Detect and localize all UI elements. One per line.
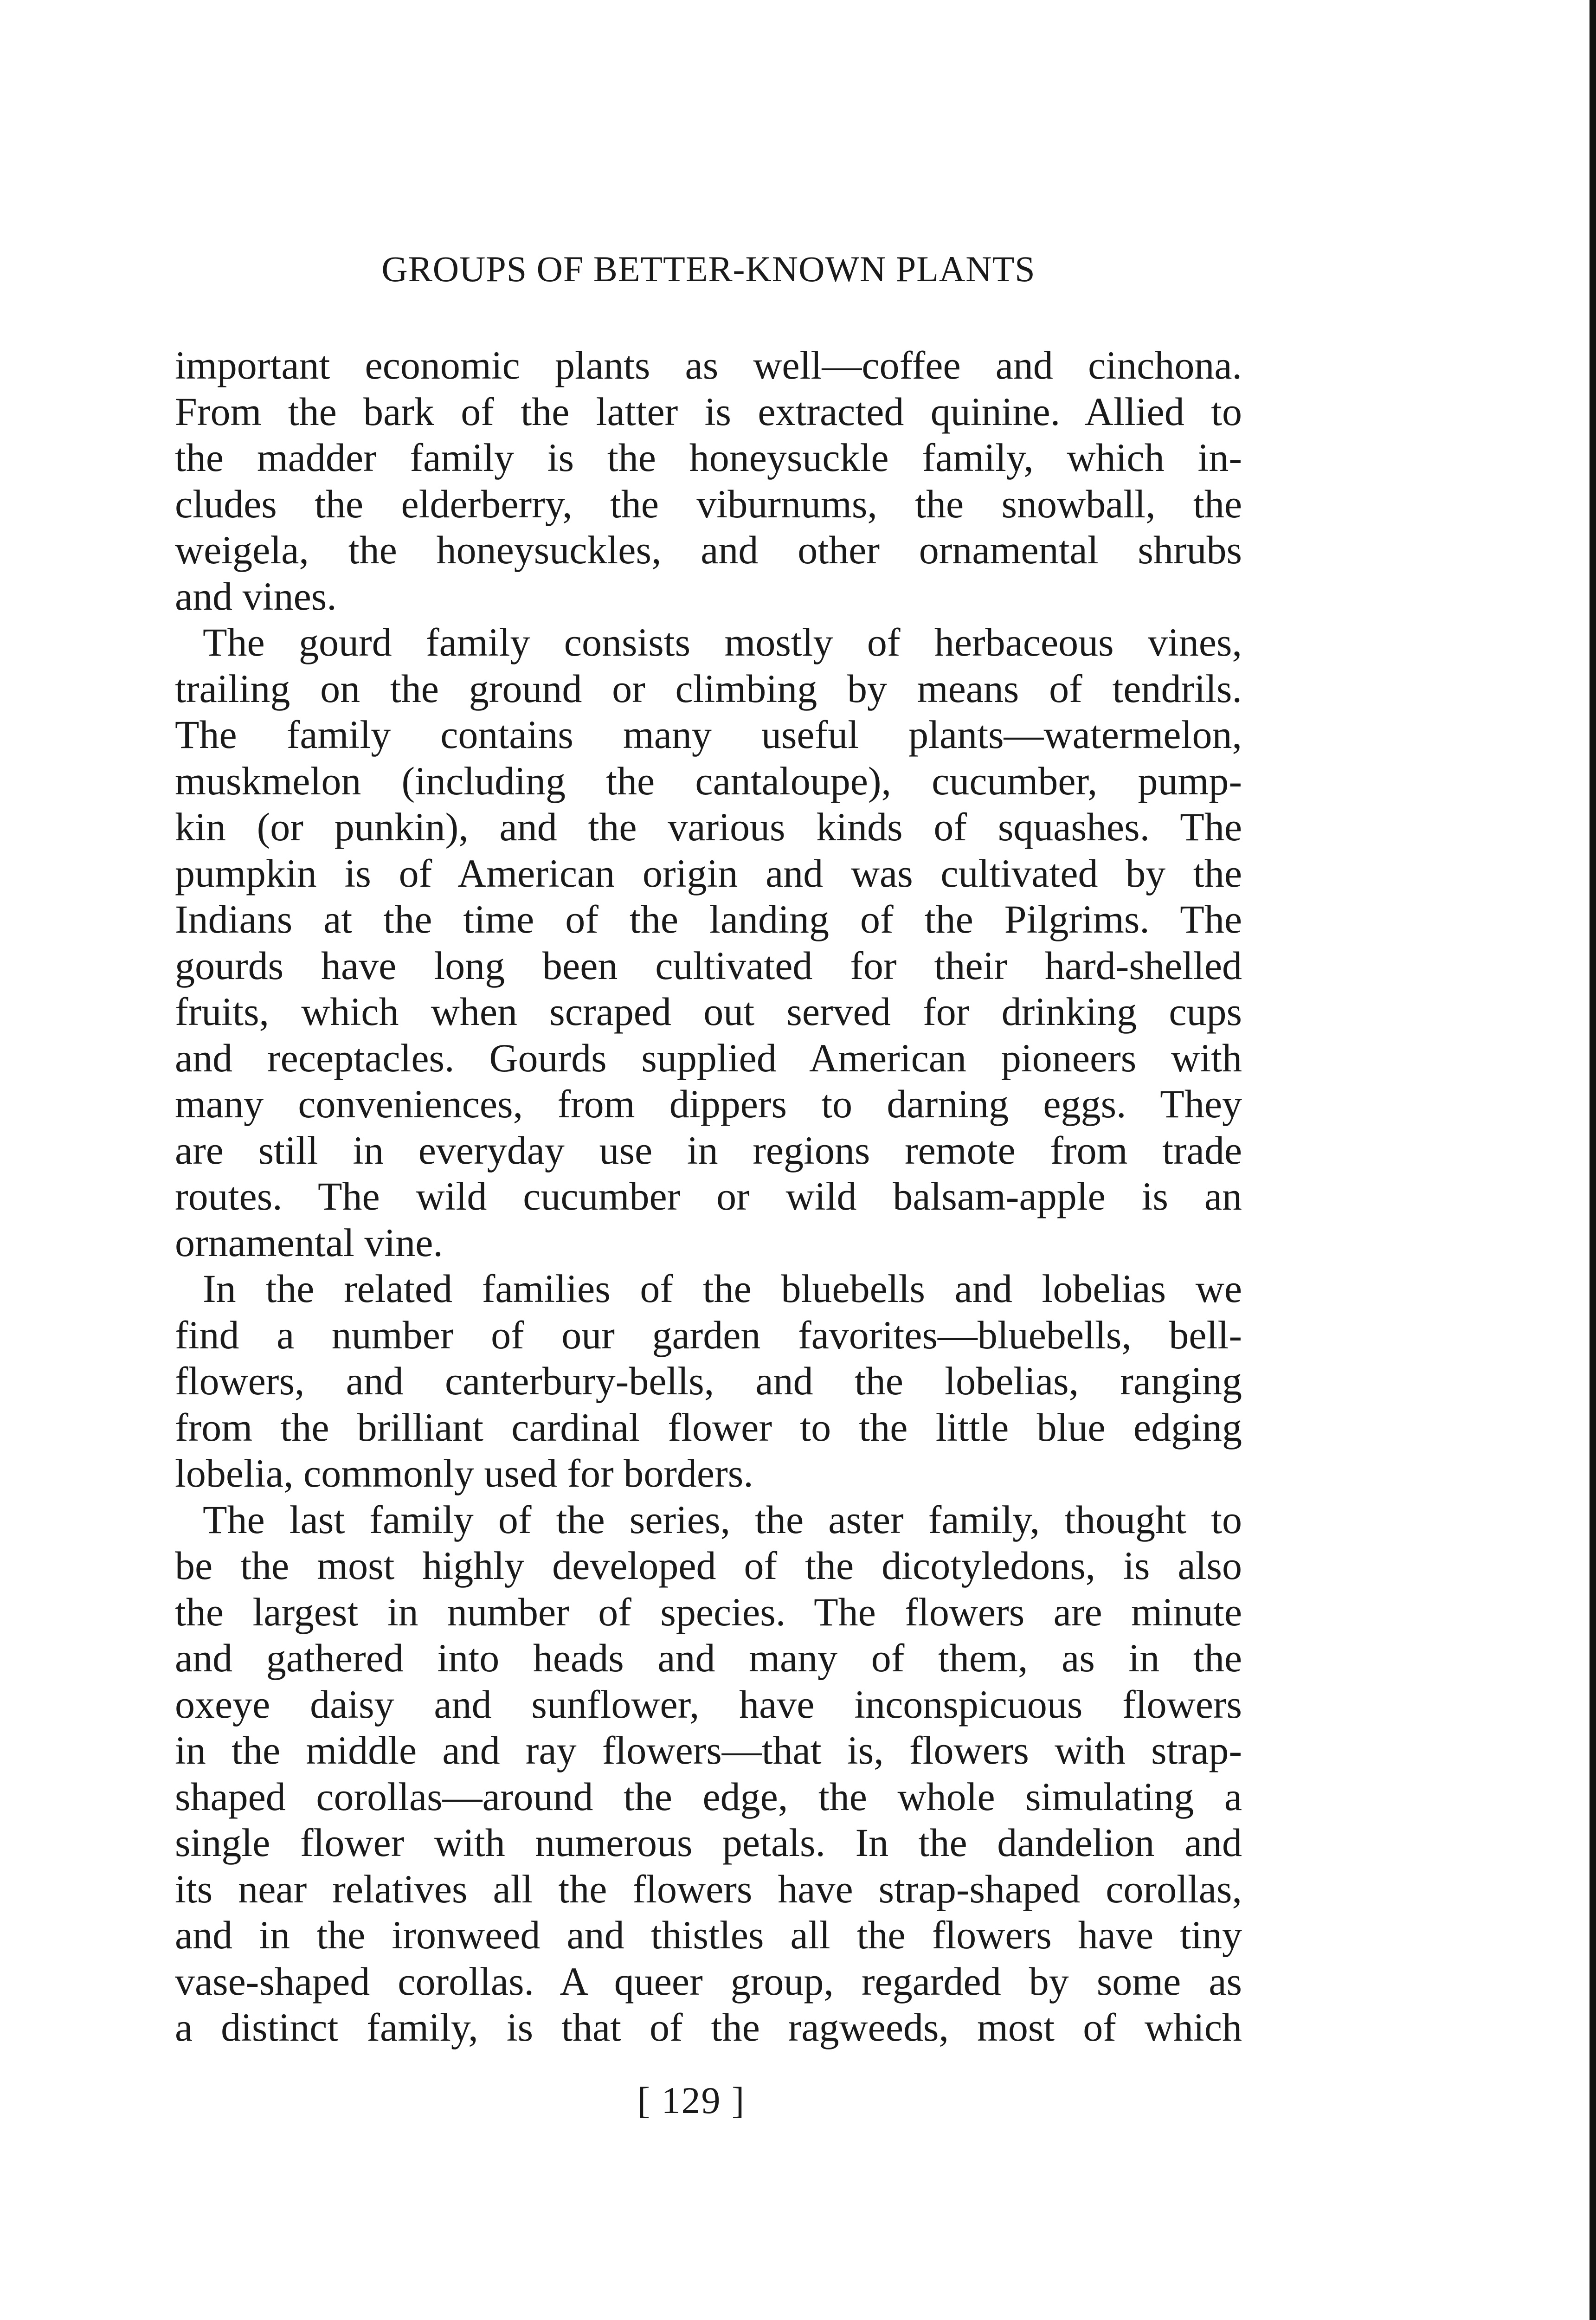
- text-line: routes. The wild cucumber or wild balsam-apple is an: [175, 1174, 1242, 1218]
- running-head: GROUPS OF BETTER-KNOWN PLANTS: [381, 249, 1036, 289]
- page-edge-shadow: [1590, 0, 1596, 2320]
- text-line: are still in everyday use in regions remote from trade: [175, 1128, 1242, 1173]
- text-line: in the middle and ray flowers—that is, flowers with strap-: [175, 1728, 1242, 1772]
- text-line: cludes the elderberry, the viburnums, the snowball, the: [175, 481, 1242, 526]
- text-line: and receptacles. Gourds supplied American pioneers with: [175, 1035, 1242, 1080]
- body-text: [175, 342, 1242, 2051]
- text-line: oxeye daisy and sunflower, have inconspicuous flowers: [175, 1682, 1242, 1727]
- text-line: The gourd family consists mostly of herbaceous vines,: [203, 620, 1242, 664]
- text-line: and vines.: [175, 574, 337, 619]
- text-line: lobelia, commonly used for borders.: [175, 1451, 753, 1495]
- text-line: a distinct family, is that of the ragweeds, most of which: [175, 2005, 1242, 2049]
- text-line: and in the ironweed and thistles all the flowers have tiny: [175, 1913, 1242, 1957]
- text-line: the madder family is the honeysuckle family, which in-: [175, 435, 1242, 480]
- text-line: weigela, the honeysuckles, and other ornamental shrubs: [175, 528, 1242, 572]
- text-line: ornamental vine.: [175, 1220, 443, 1265]
- text-line: fruits, which when scraped out served for drinking cups: [175, 989, 1242, 1034]
- text-line: gourds have long been cultivated for their hard-shelled: [175, 943, 1242, 988]
- text-line: In the related families of the bluebells and lobelias we: [203, 1266, 1242, 1311]
- text-line: and gathered into heads and many of them, as in the: [175, 1636, 1242, 1680]
- text-line: important economic plants as well—coffee and cinchona.: [175, 343, 1242, 387]
- text-line: muskmelon (including the cantaloupe), cucumber, pump-: [175, 758, 1242, 803]
- text-line: Indians at the time of the landing of the Pilgrims. The: [175, 897, 1242, 941]
- page-number: [ 129 ]: [637, 2079, 746, 2121]
- text-line: flowers, and canterbury-bells, and the lobelias, ranging: [175, 1359, 1242, 1403]
- text-line: kin (or punkin), and the various kinds of squashes. The: [175, 805, 1242, 849]
- text-line: shaped corollas—around the edge, the whole simulating a: [175, 1774, 1242, 1819]
- text-line: find a number of our garden favorites—bluebells, bell-: [175, 1312, 1242, 1357]
- text-line: vase-shaped corollas. A queer group, regarded by some as: [175, 1959, 1242, 2004]
- text-line: its near relatives all the flowers have strap-shaped corollas,: [175, 1866, 1242, 1911]
- text-line: from the brilliant cardinal flower to the little blue edging: [175, 1405, 1242, 1450]
- text-line: pumpkin is of American origin and was cultivated by the: [175, 851, 1242, 896]
- text-line: From the bark of the latter is extracted quinine. Allied to: [175, 389, 1242, 434]
- text-line: many conveniences, from dippers to darning eggs. They: [175, 1082, 1242, 1126]
- text-line: trailing on the ground or climbing by means of tendrils.: [175, 666, 1242, 711]
- text-line: single flower with numerous petals. In the dandelion and: [175, 1820, 1242, 1865]
- text-line: The family contains many useful plants—watermelon,: [175, 712, 1242, 757]
- text-line: The last family of the series, the aster family, thought to: [203, 1497, 1242, 1542]
- text-line: be the most highly developed of the dicotyledons, is also: [175, 1543, 1242, 1588]
- text-line: the largest in number of species. The flowers are minute: [175, 1589, 1242, 1634]
